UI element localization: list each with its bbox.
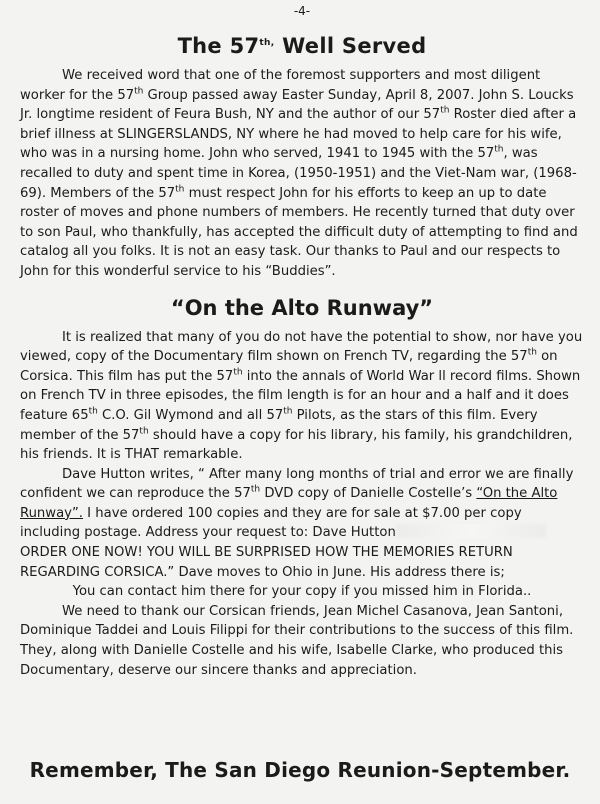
article-body-well-served: We received word that one of the foremost supporters and most diligent worker for the 57th Group passed away Easter Sunday, April 8, 2007. John S. Loucks Jr. longtime resident of Feura Bush, NY and the author of our 57th Roster died after a brief illness at SLINGERSLANDS, NY where he had moved to help care for his wife, who was in a nursing home. John who served, 1941 to 1945 with the 57th, was recalled to duty and spent time in Korea, (1950-1951) and the Viet-Nam war, (1968-69). Members of the 57th must respect John for his efforts to keep an up to date roster of moves and phone numbers of members. He recently turned that duty over to son Paul, who thankfully, has accepted the difficult duty of attempting to find and catalog all you folks. It is not an easy task. Our thanks to Paul and our respects to John for this wonderful service to his “Buddies”. <box>20 68 578 279</box>
page-number: -4- <box>293 4 311 18</box>
redacted-address <box>396 524 546 538</box>
article-body-hutton-quote: Dave Hutton writes, “ After many long months of trial and error we are finally confident we can reproduce the 57th DVD copy of Danielle Costelle’s “On the Alto Runway”. I have ordered 100 copies and they are for sale at $7.00 per copy including postage. Address your request to: Dave HuttonORDER ONE NOW! YOU WILL BE SURPRISED HOW THE MEMORIES RETURN REGARDING CORSICA.” Dave moves to Ohio in June. His address there is; <box>20 466 574 580</box>
footer-reunion-reminder: Remember, The San Diego Reunion-September. <box>29 758 571 782</box>
article-body-alto-runway-intro: It is realized that many of you do not have the potential to show, nor have you viewed, copy of the Documentary film shown on French TV, regarding the 57th on Corsica. This film has put the 57th into the annals of World War ll record films. Shown on French TV in three episodes, the film length is for an hour and a half and it does feature 65th C.O. Gil Wymond and all 57th Pilots, as the stars of this film. Every member of the 57th should have a copy for his library, his family, his grandchildren, his friends. It is THAT remarkable. <box>20 329 583 463</box>
article-body-contact-line: You can contact him there for your copy if you missed him in Florida.. <box>72 584 532 600</box>
article-title-alto-runway: “On the Alto Runway” <box>170 295 434 320</box>
article-title-well-served: The $57^{th,}$ Well Served <box>177 34 427 58</box>
article-body-thanks: We need to thank our Corsican friends, Jean Michel Casanova, Jean Santoni, Dominique Taddei and Louis Filippi for their contributions to the success of this film. They, along with Danielle Costelle and his wife, Isabelle Clarke, who produced this Documentary, deserve our sincere thanks and appreciation. <box>20 603 574 678</box>
film-title-underlined: “On the Alto Runway”. <box>20 486 558 521</box>
